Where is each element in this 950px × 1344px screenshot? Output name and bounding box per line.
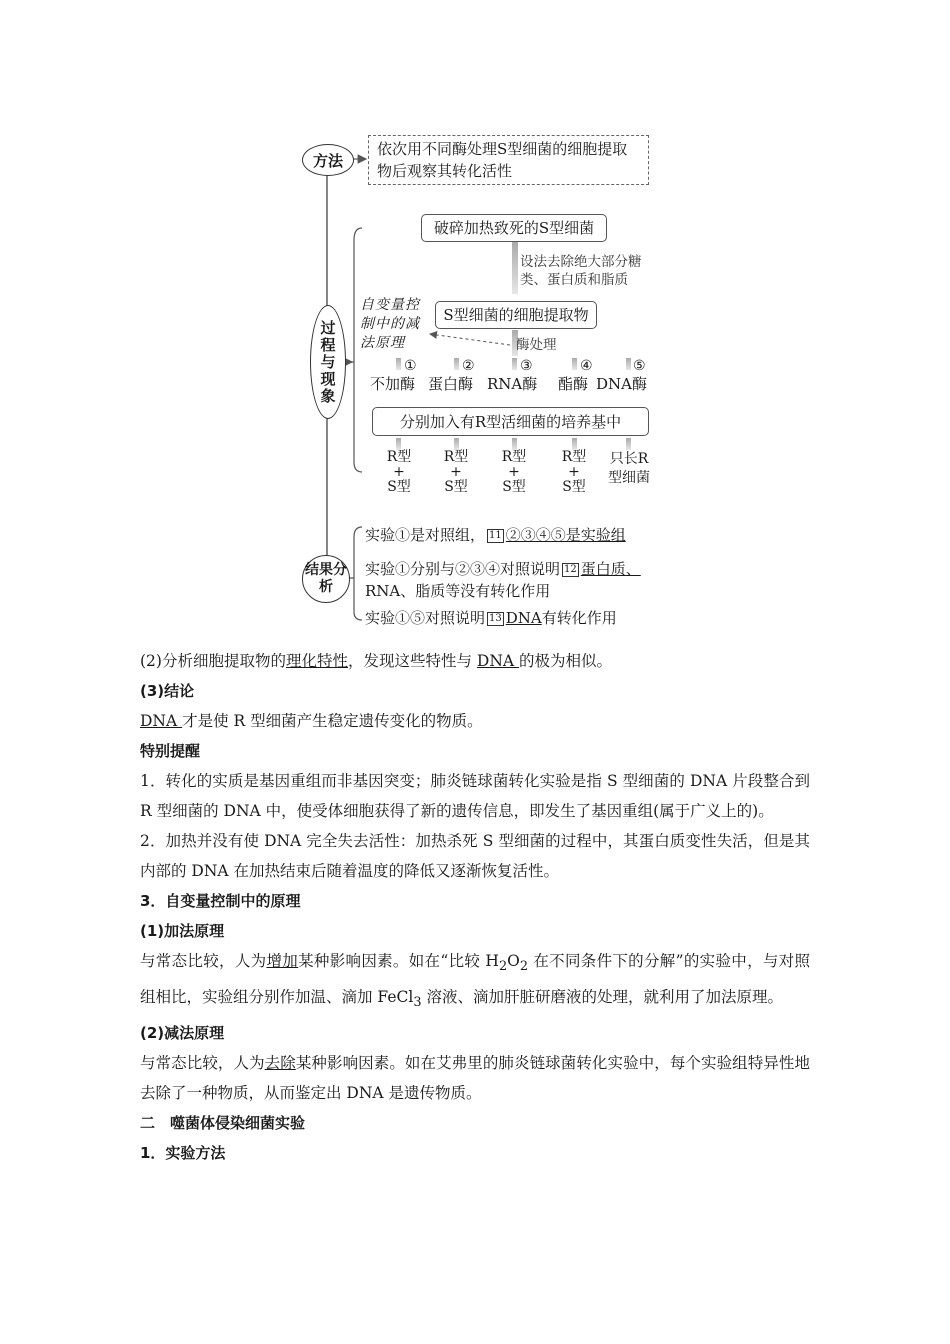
method-text-line2: 物后观察其转化活性 [377,162,513,180]
group-4-number: ④ [580,358,593,374]
result-4-text-a: 实验①⑤对照说明 [365,609,486,627]
blank-dna-2: DNA [140,712,183,730]
result-line-2 [365,560,641,578]
group-5-enzyme: DNA酶 [596,375,647,393]
blank-13-marker: 13 [489,613,502,624]
heading-subtraction-principle: (2)减法原理 [140,1024,225,1043]
group-1-result-line3: S型 [387,479,411,495]
group-1-result-line1: R型 [386,449,412,465]
result-line-3: RNA、脂质等没有转化作用 [365,582,551,600]
para-conclusion [140,706,810,736]
addition-text-c: O [507,952,520,970]
group-2-number: ② [462,358,475,374]
group-2-result-line3: S型 [444,479,468,495]
blank-remove: 去除 [264,1054,296,1073]
group-4-result-line1: R型 [561,449,587,465]
group-4-result [559,450,589,495]
result-4-text-c: 有转化作用 [541,609,617,627]
group-5-result-line2: 型细菌 [608,470,650,486]
reminder-1: 1．转化的实质是基因重组而非基因突变；肺炎链球菌转化实验是指 S 型细菌的 DNA 片段整合到 R 型细菌的 DNA 中，使受体细胞获得了新的遗传信息，即发生了基因重组(属于广义上的)。 [140,772,810,820]
process-label: 过程与现象 [310,305,346,419]
reminder-2: 2．加热并没有使 DNA 完全失去活性：加热杀死 S 型细菌的过程中，其蛋白质变性失活，但是其内部的 DNA 在加热结束后随着温度的降低又逐渐恢复活性。 [140,832,810,880]
blank-physicochemical: 理化特性 [285,652,348,670]
step-s-extract: S型细菌的细胞提取物 [435,301,597,329]
blank-12-marker: 12 [564,564,577,575]
h2o2-sub-1: 2 [498,959,508,975]
group-2-result-line2: + [450,464,462,480]
blank-increase: 增加 [266,952,299,970]
group-5-result [602,450,656,488]
enzyme-treatment-note: 酶处理 [516,337,557,353]
heading-addition-principle: (1)加法原理 [140,922,225,940]
group-3-number: ③ [520,358,533,374]
group-1-enzyme: 不加酶 [370,375,416,393]
subtraction-principle-note: 自变量控制中的减法原理 [360,297,420,351]
heading-conclusion: (3)结论 [140,682,195,700]
blank-dna-1: DNA [476,652,520,670]
result-label: 结果分析 [302,555,350,603]
method-text [368,135,649,185]
group-1-number: ① [404,358,417,374]
result-1-answer: ②③④⑤是实验组 [505,526,626,544]
group-3-result [499,450,529,495]
para-conclusion-text: 才是使 R 型细菌产生稳定遗传变化的物质。 [182,712,483,730]
subtraction-text-a: 与常态比较，人为 [140,1054,265,1073]
para-addition-principle [140,946,810,1018]
result-1-text-a: 实验①是对照组， [365,526,486,544]
addition-text-e: 溶液、滴加肝脏研磨液的处理，就利用了加法原理。 [421,988,783,1007]
group-1-result [384,450,414,495]
blank-11-marker: 11 [489,530,502,541]
section-heading-phage: 二 噬菌体侵染细菌实验 [140,1114,306,1133]
group-4-enzyme: 酯酶 [558,375,589,393]
group-5-result-line1: 只长R [609,451,649,467]
group-1-result-line2: + [393,464,405,480]
para-analyze-text-c: 的极为相似。 [519,652,613,670]
para-subtraction-principle [140,1048,810,1108]
purify-note-line1: 设法去除绝大部分糖 [520,254,642,270]
para-analyze-text-b: ，发现这些特性与 [347,652,477,670]
subtraction-text-b: 某种影响因素。如在艾弗里的肺炎链球菌转化实验中，每个实验组特异性地去除了一种物质，从而鉴定出 DNA 是遗传物质。 [140,1054,810,1103]
addition-text-d: 在不同条件下的分解”的实验中，与对照组相比，实验组分别作加温、滴加 FeCl [140,952,810,1007]
para-analyze-extract [140,646,810,676]
method-label: 方法 [302,144,354,176]
para-analyze-text-a: (2)分析细胞提取物的 [140,652,286,670]
method-text-line1: 依次用不同酶处理S型细菌的细胞提取 [377,140,628,158]
body-text [140,646,810,1168]
heading-experiment-method: 1．实验方法 [140,1144,226,1163]
group-3-result-line1: R型 [501,449,527,465]
step-heat-killed-s: 破碎加热致死的S型细菌 [421,214,607,242]
culture-box: 分别加入有R型活细菌的培养基中 [372,407,649,436]
addition-text-b: 某种影响因素。如在“比较 H [298,952,499,970]
fecl3-sub: 3 [413,995,422,1011]
reminder-3-heading: 3．自变量控制中的原理 [140,892,301,910]
result-2-answer: 蛋白质、 [580,560,641,578]
group-2-result [441,450,471,495]
heading-special-reminder: 特别提醒 [140,742,201,760]
group-2-result-line1: R型 [443,449,469,465]
addition-text-a: 与常态比较，人为 [140,952,267,970]
concept-diagram [0,0,950,640]
group-4-result-line3: S型 [562,479,586,495]
group-3-enzyme: RNA酶 [487,375,538,393]
group-3-result-line3: S型 [502,479,526,495]
result-2-text-a: 实验①分别与②③④对照说明 [365,560,561,578]
purify-note-line2: 类、蛋白质和脂质 [520,272,628,288]
result-line-1 [365,526,626,544]
result-4-answer: DNA [505,609,542,627]
group-5-number: ⑤ [633,358,646,374]
group-2-enzyme: 蛋白酶 [428,375,474,393]
h2o2-sub-2: 2 [519,959,529,975]
group-3-result-line2: + [508,464,520,480]
group-4-result-line2: + [568,464,580,480]
result-line-4 [365,609,617,627]
